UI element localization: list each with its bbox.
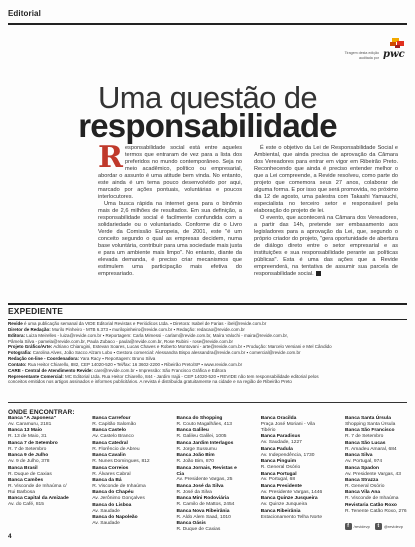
location-address: Av. Independência, 1730 xyxy=(260,452,315,458)
location-name: Banca Mini Rodoviária xyxy=(176,496,229,502)
location-address: Av. Saudade xyxy=(92,521,120,527)
facebook-icon[interactable]: f xyxy=(345,523,352,530)
location-address: R. João Bim, 870 xyxy=(176,459,215,465)
locations-column xyxy=(177,416,239,534)
credit-row: Contato: Rua Heitor Chiarello, 882, CEP 14020-520 ▪ Tel/fax: 16 3602-2200 ▪ Ribeirão Preto/SP ▪ www.revide.com.br xyxy=(8,361,243,367)
locations-column xyxy=(261,416,323,534)
expediente-band xyxy=(8,303,407,320)
locations-column xyxy=(8,416,70,534)
article-paragraph: Responsabilidade social está entre aqueles termos que entraram de vez para a lista dos preferidos no mundo contemporâneo. Seja no meio acadêmico, político ou empresarial, abordar o assunto é uma atitude bem vinda. No entanto, este ainda é um tema pouco desenvolvido por aqui, marcado por ações pontuais, voluntárias e poucos interlocutores. xyxy=(98,140,242,200)
pwc-logo xyxy=(382,38,406,60)
location-name: Banca Santa Úrsula xyxy=(345,416,391,421)
location-address: R. Tenente Catão Roxo, 276 xyxy=(345,508,407,514)
location-address: R. Duque de Caxias xyxy=(176,527,221,533)
location-address: R. Visconde de Inhaúma xyxy=(92,483,146,489)
location-address: R. 7 de Setembro xyxy=(8,446,47,452)
location-address: Av. Presidente Vargas, 1446 xyxy=(260,489,323,495)
location-name: Banca do Napoleão xyxy=(92,515,138,521)
location-address: Av. Castelo Branco xyxy=(92,434,134,440)
article-column-1 xyxy=(98,140,242,278)
locations-column xyxy=(345,416,407,534)
end-of-article-icon xyxy=(316,271,321,276)
location-name: Banca Oracilda xyxy=(260,416,297,421)
location-name: Banca Presidente xyxy=(260,483,302,489)
location-name: Banca do Lisboa xyxy=(92,502,132,508)
location-name: Banca 9 de Julho xyxy=(8,453,49,459)
page-number: 4 xyxy=(8,533,12,540)
location-address: R. Álvares Cabral xyxy=(92,471,131,477)
article-column-2 xyxy=(254,145,398,278)
location-address: R. Duque de Caxias xyxy=(8,471,52,477)
location-name: Banca 7 de Setembro xyxy=(8,440,58,446)
location-address: R. Florêncio de Abreu xyxy=(92,446,140,452)
credit-row: Redação on-line - Coordenadora: Yara Racy ▪ Reportagem: Bruno Silva xyxy=(8,356,156,362)
location-address: R. Couto Magalhães, 413 xyxy=(176,421,232,427)
locations-column xyxy=(92,416,154,534)
location-name: Banca Catedral xyxy=(92,440,128,446)
credit-row: Editora: Luiza Meirelles - luiza@revide.com.br ▪ Reportagem: Carla Mimessi - carlam@revide.com.br, Maíra Valochi - maira@revide.com.br, xyxy=(8,332,289,338)
section-label: Editorial xyxy=(8,9,41,18)
location-address: Av. Portugal, 68 xyxy=(260,477,296,483)
location-name: Banca "A Japonesa" xyxy=(8,416,56,421)
location-address: R. 7 de Setembro xyxy=(345,434,384,440)
location-name: Banca José da Silva xyxy=(176,483,224,489)
expediente-credits xyxy=(8,321,407,385)
location-address: Av. Caramuru, 2181 xyxy=(8,421,52,427)
location-name: Banca Correios xyxy=(92,465,129,471)
location-address: R. 13 de Maio, 31 xyxy=(8,434,47,440)
location-name: Banca Nova Ribeirânia xyxy=(176,508,230,514)
location-name: Banca da Bá xyxy=(92,478,122,484)
location-address: Av. Portugal, 974 xyxy=(345,459,383,465)
location-address: R. Jorge Sussumu xyxy=(176,446,217,452)
audit-note: Tiragem desta edição auditada por xyxy=(344,51,379,60)
location-name: Banca Camões xyxy=(8,478,44,484)
location-name: Banca Padula xyxy=(260,446,293,452)
twitter-handle[interactable]: @revidevp xyxy=(383,524,403,529)
credit-row: Diretor de Redação: Murilo Pinheiro - MTB 6.373 ▪ murilopinheiro@revide.com.br ▪ Redação: redacao@revide.com.br xyxy=(8,326,245,332)
headline-line-2: responsabilidade xyxy=(78,107,337,144)
location-name: Banca São Francisco xyxy=(345,428,395,434)
location-name: Banca Carrefour xyxy=(92,416,131,421)
location-name: Banca Paradisus xyxy=(260,434,301,440)
location-address: Estacionamento Telha Norte xyxy=(260,514,323,520)
credit-row: Representante Comercial: MC Editorial Ltda. Rua Heitor Chiarello, 844 - Jardim Irajá - CEP 14020-520 ▪ REVIDE não tem responsabilidade editorial pelos xyxy=(8,373,319,379)
location-address: Av. Saudade xyxy=(92,508,120,514)
article-body xyxy=(98,140,398,278)
location-name: Banca Vila Ana xyxy=(345,490,381,496)
location-address: Av. Presidente Vargas, 25 xyxy=(176,477,233,483)
location-address: R. Amadeu Amaral, 684 xyxy=(345,446,397,452)
location-name: Banca Quinze Jusqueira xyxy=(260,496,318,502)
expediente-title: EXPEDIENTE xyxy=(8,306,64,316)
location-name: Banca Strazza xyxy=(345,478,379,484)
location-name: Banca Oásis xyxy=(176,521,206,527)
credit-row: Fotografia: Carolina Alves, João Sacco Alzam Lobo ▪ Gestora comercial: Alessandra Bispo alessandra@revide.com.br ▪ comercial@revide.com.br xyxy=(8,350,301,356)
audit-badge xyxy=(331,38,406,60)
location-address: Av. Jerônimo Gonçalves xyxy=(92,496,145,502)
location-address: R. Galileu Galilei, 1005 xyxy=(176,434,227,440)
location-name: Banca 13 Maio xyxy=(8,428,42,434)
twitter-icon[interactable]: t xyxy=(375,523,382,530)
location-address: Av. Saudade, 1227 xyxy=(260,440,302,446)
location-name: Banca do Chapéu xyxy=(92,490,134,496)
article-paragraph: É este o objetivo da Lei de Responsabilidade Social e Ambiental, que ainda precisa de aprovação da Câmara dos Vereadores para entrar em vigor em Ribeirão Preto. Reconhecendo que ainda é preciso entender melhor o que a Lei compreende, a Revide resolveu, como parte do projeto que comemora seus 27 anos, colaborar de alguma forma. E por isso que será promovida, no próximo dia 12 de agosto, uma palestra com Takashi Yamauchi, especialista no terceiro setor e responsável pela elaboração do projeto de lei. xyxy=(254,145,398,214)
location-address: R. Nunes Domingues, 812 xyxy=(92,459,150,465)
location-address: Av. Quinze Junqueira xyxy=(260,502,308,508)
pwc-logo-text: pwc xyxy=(383,49,405,60)
locations-grid xyxy=(8,416,407,534)
location-address: Shopping Santa Úrsula xyxy=(345,421,396,427)
location-address: R. Capitão Salomão xyxy=(92,421,137,427)
location-name: Banca Castelo xyxy=(92,428,126,434)
location-name: Banca João Bim xyxy=(176,453,215,459)
drop-cap: R xyxy=(98,140,123,175)
location-address: R. Visconde de Inhaúma c/ Rui Barbosa xyxy=(8,483,67,495)
locations-title: ONDE ENCONTRAR: xyxy=(8,409,75,416)
header-rule xyxy=(8,23,407,25)
credit-row: Projeto Gráfico/Arte: Adriano Chiarugini, Estevan Soares, Lucas Chaves e Roberto Montovani - arte@revide.com.br ▪ Produção: Marcelo Versiani e Mel Cândido xyxy=(8,344,332,350)
location-name: Banca Capital da Amizade xyxy=(8,496,69,502)
location-address: Praça José Moriani - Vila Tibério xyxy=(260,421,316,433)
location-name: Banca do Shopping xyxy=(176,416,223,421)
location-name: Banca Portugal xyxy=(260,471,297,477)
location-name: Banca Jardim Interlagos xyxy=(176,440,234,446)
credit-row: Pâmela Silva - pamela@revide.com.br, Paula Zubaco - paula@revide.com.br, Rose Rubini - rose@revide.com.br xyxy=(8,338,234,344)
location-address: R. Aldo Alem Saad, 1010 xyxy=(176,514,231,520)
credit-row: Revide é uma publicação semanal da VIDE Editorial Revistas e Periódicos Ltda. ▪ Diretora: Isabel de Farias - ibel@revide.com.br xyxy=(8,321,267,326)
location-name: Revistaria Catão Roxo xyxy=(345,502,397,508)
location-address: Av. do Café, 815 xyxy=(8,502,44,508)
location-name: Banca Pinguim xyxy=(260,459,297,465)
article-paragraph: O evento, que acontecerá na Câmara dos Vereadores, a partir das 14h, pretende ser embasamento aos legisladores para a aprovação da Lei, que, segundo o próprio criador do projeto, "gera oportunidade de abertura de diálogo direto entre o setor empresarial e as instituições e sua responsabilidade perante as políticas públicas". Esta é uma das ações que a Revide empreenderá, na tentativa de assumir sua parcela de responsabilidade social. xyxy=(254,215,398,277)
credit-row: conceitos emitidos nos artigos assinados e informes publicitários. A revista é distribuída gratuitamente na cidade e na região de Ribeirão Preto xyxy=(8,379,292,385)
location-address: R. Camilo de Mattos, 2454 xyxy=(176,502,235,508)
location-address: R. General Osório xyxy=(260,465,301,471)
location-name: Banca Spadon xyxy=(345,465,379,471)
location-name: Banca Brasil xyxy=(8,465,38,471)
headline-line-1: Uma questão de xyxy=(97,80,318,115)
location-address: Av. 9 de Julho, 378 xyxy=(8,459,50,465)
location-name: Banca Jornais, Revistas e Cia xyxy=(176,465,237,477)
location-name: Banca Silva xyxy=(345,453,373,459)
article-paragraph: Uma busca rápida na internet gera para o binômio mais de 2,6 milhões de resultados. Em sua definição, a responsabilidade social é facilmente confundida com a solidariedade ou o voluntariado. Conforme diz o Livro Verde da Comissão Europeia, de 2001, este "é um conceito segundo o qual as empresas decidem, numa base voluntária, contribuir para uma sociedade mais justa e para um ambiente mais limpo". No entanto, diante da elevada demanda, é preciso criar mecanismos que estimulem uma participação mais efetiva do empresariado. xyxy=(98,201,242,277)
social-links xyxy=(345,523,406,530)
location-name: Banca Galileu xyxy=(176,428,209,434)
location-name: Banca Ribeirânia xyxy=(260,508,301,514)
location-address: R. José da Silva xyxy=(176,489,212,495)
location-address: R. Visconde de Inhaúma xyxy=(345,496,399,502)
credit-row: CARE - Central de Atendimento Revide: care@revide.com.br ▪ Impressão: São Francisco Gráfica e Editora xyxy=(8,367,227,373)
location-address: Av. Presidente Vargas, 43 xyxy=(345,471,402,477)
location-name: Banca Cavalin xyxy=(92,453,126,459)
location-address: R. General Osório xyxy=(345,483,385,489)
section-divider xyxy=(8,402,407,403)
facebook-handle[interactable]: /revidevp xyxy=(353,524,370,529)
location-name: Banca São Lucas xyxy=(345,440,386,446)
